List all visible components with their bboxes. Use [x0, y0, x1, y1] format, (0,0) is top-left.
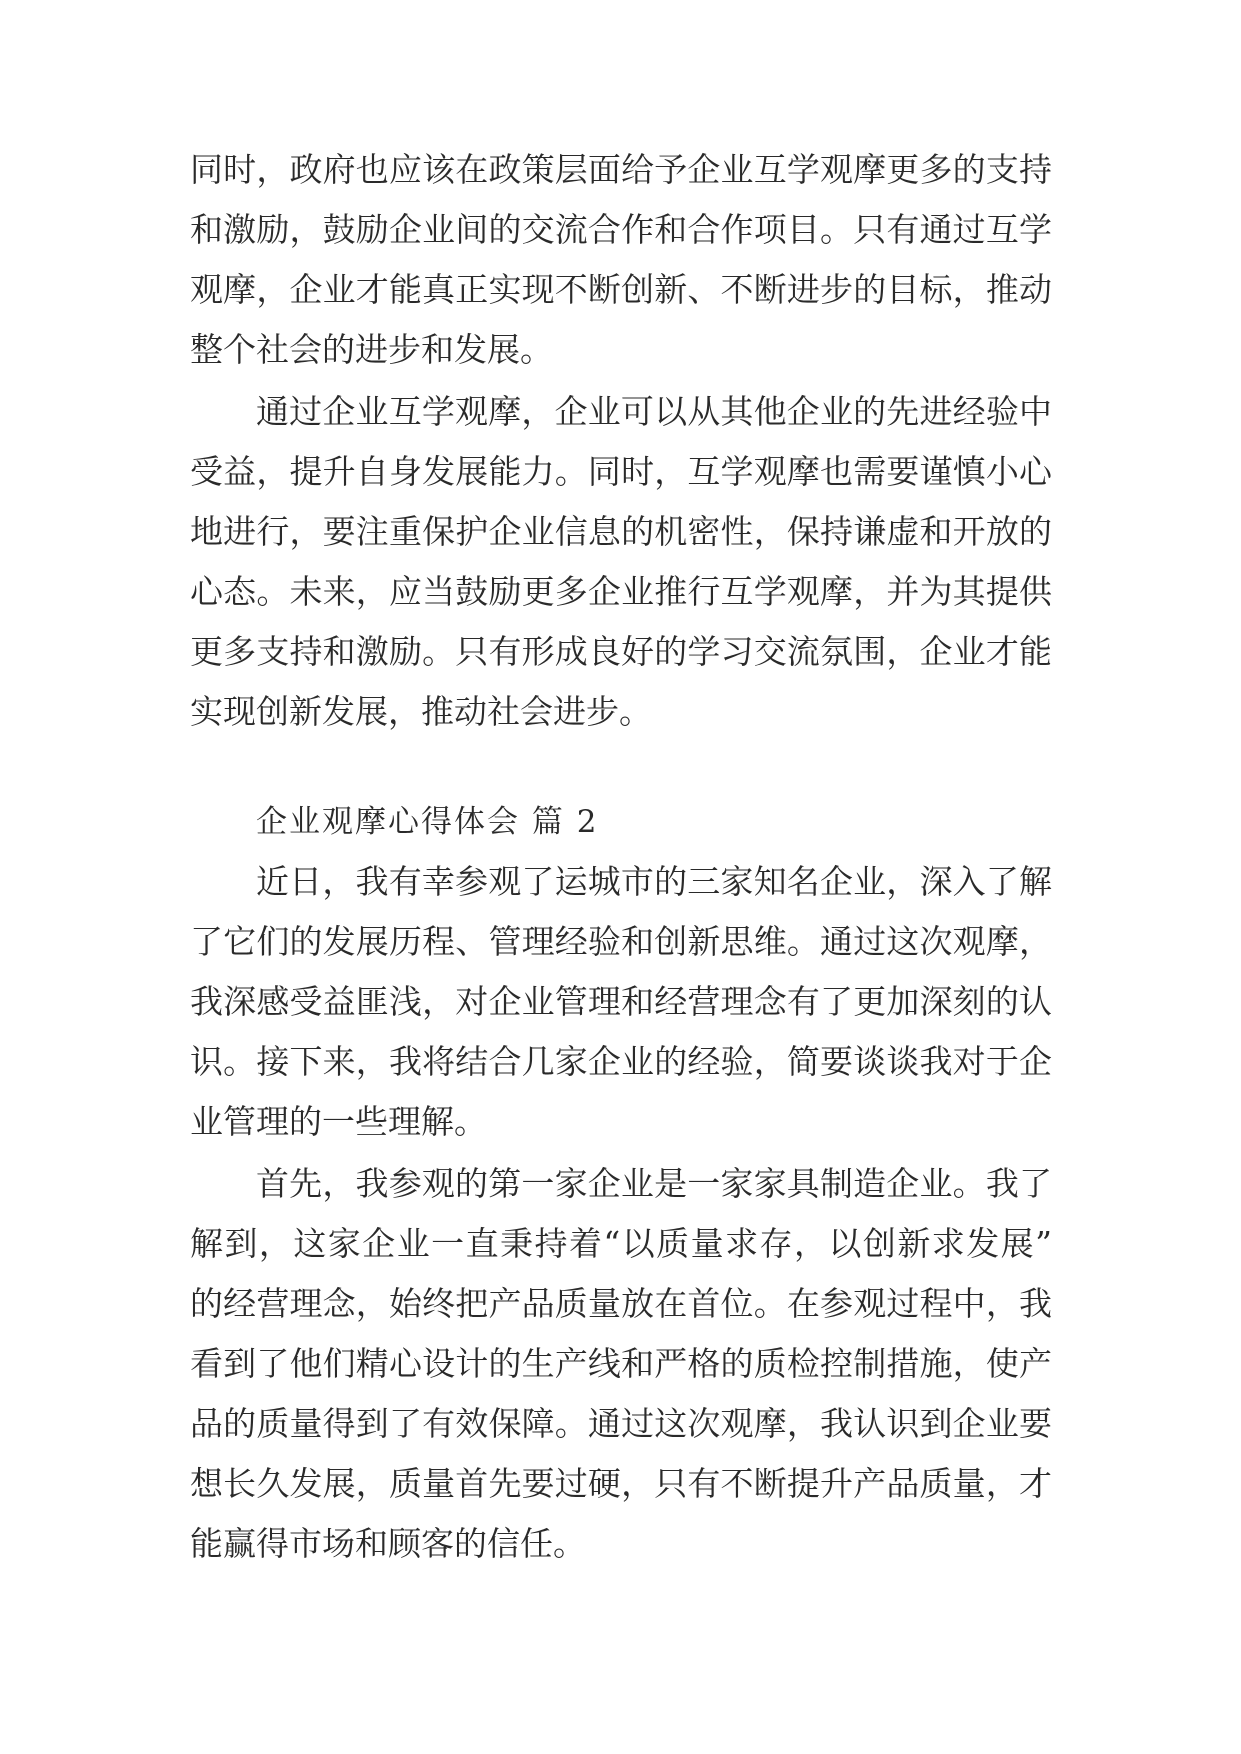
paragraph-line: 品的质量得到了有效保障。通过这次观摩，我认识到企业要	[190, 1404, 1052, 1443]
paragraph-line: 了它们的发展历程、管理经验和创新思维。通过这次观摩，	[190, 922, 1052, 961]
paragraph-line: 首先，我参观的第一家企业是一家家具制造企业。我了	[256, 1164, 1052, 1203]
paragraph-line: 地进行，要注重保护企业信息的机密性，保持谦虚和开放的	[190, 512, 1052, 551]
paragraph-line: 业管理的一些理解。	[190, 1102, 487, 1141]
paragraph-line: 识。接下来，我将结合几家企业的经验，简要谈谈我对于企	[190, 1042, 1052, 1081]
paragraph-line: 整个社会的进步和发展。	[190, 330, 553, 369]
paragraph-line: 实现创新发展，推动社会进步。	[190, 692, 652, 731]
paragraph-line: 同时，政府也应该在政策层面给予企业互学观摩更多的支持	[190, 150, 1052, 189]
paragraph-line: 能赢得市场和顾客的信任。	[190, 1524, 586, 1563]
paragraph-line: 想长久发展，质量首先要过硬，只有不断提升产品质量，才	[190, 1464, 1052, 1503]
paragraph-line: 看到了他们精心设计的生产线和严格的质检控制措施，使产	[190, 1344, 1052, 1383]
paragraph-line: 心态。未来，应当鼓励更多企业推行互学观摩，并为其提供	[190, 572, 1052, 611]
paragraph-line: 观摩，企业才能真正实现不断创新、不断进步的目标，推动	[190, 270, 1052, 309]
paragraph-line: 受益，提升自身发展能力。同时，互学观摩也需要谨慎小心	[190, 452, 1052, 491]
section-heading: 企业观摩心得体会 篇 2	[256, 804, 599, 840]
paragraph-line: 的经营理念，始终把产品质量放在首位。在参观过程中，我	[190, 1284, 1052, 1323]
paragraph-line: 我深感受益匪浅，对企业管理和经营理念有了更加深刻的认	[190, 982, 1052, 1021]
paragraph-line: 通过企业互学观摩，企业可以从其他企业的先进经验中	[256, 392, 1052, 431]
paragraph-line: 更多支持和激励。只有形成良好的学习交流氛围，企业才能	[190, 632, 1052, 671]
paragraph-line: 近日，我有幸参观了运城市的三家知名企业，深入了解	[256, 862, 1052, 901]
paragraph-line: 和激励，鼓励企业间的交流合作和合作项目。只有通过互学	[190, 210, 1052, 249]
paragraph-line: 解到，这家企业一直秉持着“以质量求存，以创新求发展”	[190, 1224, 1052, 1263]
